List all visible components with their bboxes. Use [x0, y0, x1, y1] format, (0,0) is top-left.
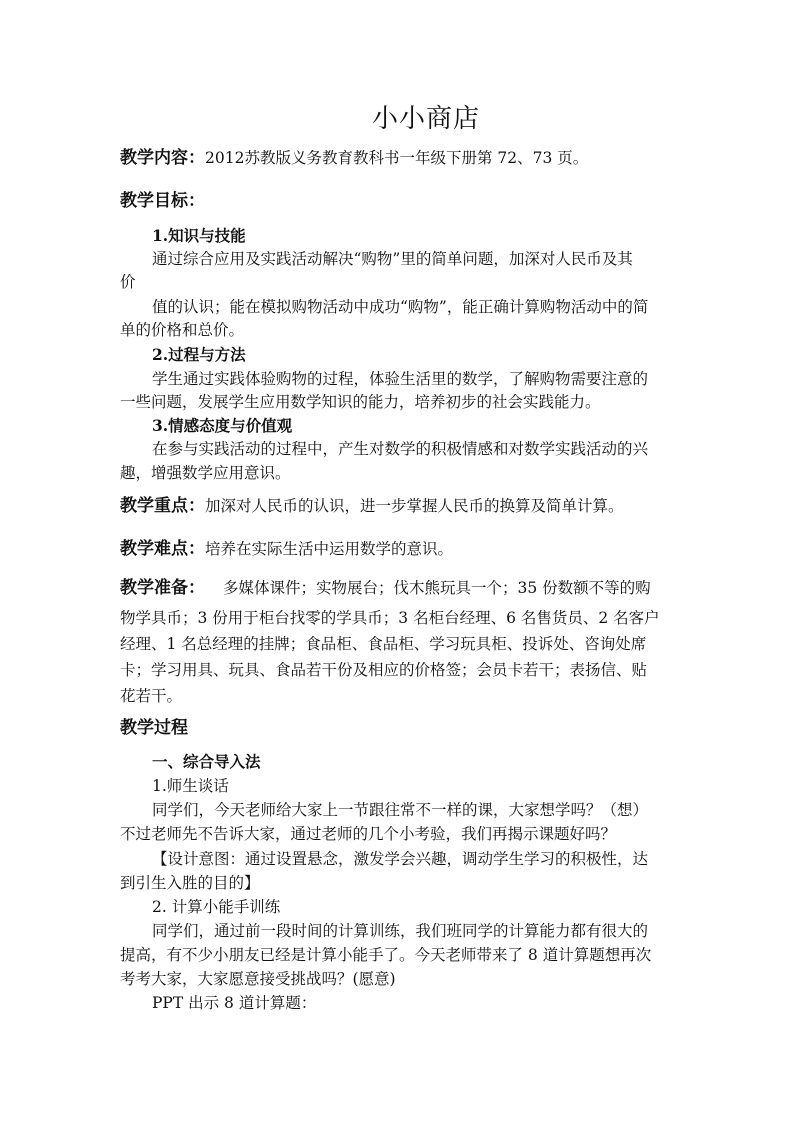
process-main-heading: 教学过程	[120, 718, 188, 738]
difficulty-label: 教学难点：	[120, 539, 205, 559]
difficulty-text: 培养在实际生活中运用数学的意识。	[205, 540, 454, 558]
difficulty-row	[120, 538, 453, 560]
preparation-line: 卡；学习用具、玩具、食品若干份及相应的价格签；会员卡若干；表扬信、贴	[120, 661, 648, 679]
key-point-text: 加深对人民币的认识，进一步掌握人民币的换算及简单计算。	[205, 497, 624, 515]
objectives-heading: 教学目标：	[120, 191, 205, 211]
document-title: 小小商店	[371, 104, 480, 134]
step-title: 1.师生谈话	[152, 777, 229, 795]
process-heading: 2.过程与方法	[152, 345, 246, 364]
teaching-content-text: 2012苏教版义务教育教科书一年级下册第 72、73 页。	[205, 149, 589, 167]
teaching-content-row	[120, 147, 588, 169]
preparation-line: 物学具币；3 份用于柜台找零的学具币；3 名柜台经理、6 名售货员、2 名客户	[120, 609, 660, 627]
design-intent-line: 【设计意图：通过设置悬念，激发学会兴趣，调动学生学习的积极性，达	[152, 850, 649, 868]
knowledge-heading: 1.知识与技能	[152, 226, 246, 245]
key-point-row	[120, 495, 624, 517]
emotion-line: 在参与实践活动的过程中，产生对数学的积极情感和对数学实践活动的兴	[152, 440, 649, 458]
process-line: 一些问题，发展学生应用数学知识的能力，培养初步的社会实践能力。	[120, 393, 601, 411]
step-line: 考考大家，大家愿意接受挑战吗？(愿意)	[120, 970, 396, 988]
knowledge-line: 值的认识；能在模拟购物活动中成功“购物”，能正确计算购物活动中的简	[152, 298, 649, 316]
knowledge-line: 价	[120, 273, 136, 291]
knowledge-line: 通过综合应用及实践活动解决“购物”里的简单问题，加深对人民币及其	[152, 250, 633, 268]
section-heading: 一、综合导入法	[152, 752, 261, 771]
design-intent-line: 到引生入胜的目的】	[120, 874, 260, 892]
step-title: 2. 计算小能手训练	[152, 898, 281, 916]
step-line: 同学们，今天老师给大家上一节跟往常不一样的课，大家想学吗？（想）	[152, 801, 649, 819]
preparation-row	[120, 577, 651, 599]
preparation-label: 教学准备：	[120, 578, 205, 598]
preparation-line: 多媒体课件；实物展台；伐木熊玩具一个；35 份数额不等的购	[223, 579, 651, 597]
key-point-label: 教学重点：	[120, 496, 205, 516]
preparation-line: 经理、1 名总经理的挂牌；食品柜、食品柜、学习玩具柜、投诉处、咨询处席	[120, 635, 647, 653]
step-line: 提高，有不少小朋友已经是计算小能手了。今天老师带来了 8 道计算题想再次	[120, 946, 652, 964]
emotion-line: 趣，增强数学应用意识。	[120, 464, 291, 482]
knowledge-line: 单的价格和总价。	[120, 321, 245, 339]
ppt-line: PPT 出示 8 道计算题：	[152, 994, 317, 1012]
teaching-content-label: 教学内容：	[120, 148, 205, 168]
preparation-line: 花若干。	[120, 687, 183, 705]
process-line: 学生通过实践体验购物的过程，体验生活里的数学，了解购物需要注意的	[152, 370, 649, 388]
step-line: 同学们，通过前一段时间的计算训练，我们班同学的计算能力都有很大的	[152, 922, 649, 940]
emotion-heading: 3.情感态度与价值观	[152, 416, 293, 435]
step-line: 不过老师先不告诉大家，通过老师的几个小考验，我们再揭示课题好吗？	[120, 825, 617, 843]
